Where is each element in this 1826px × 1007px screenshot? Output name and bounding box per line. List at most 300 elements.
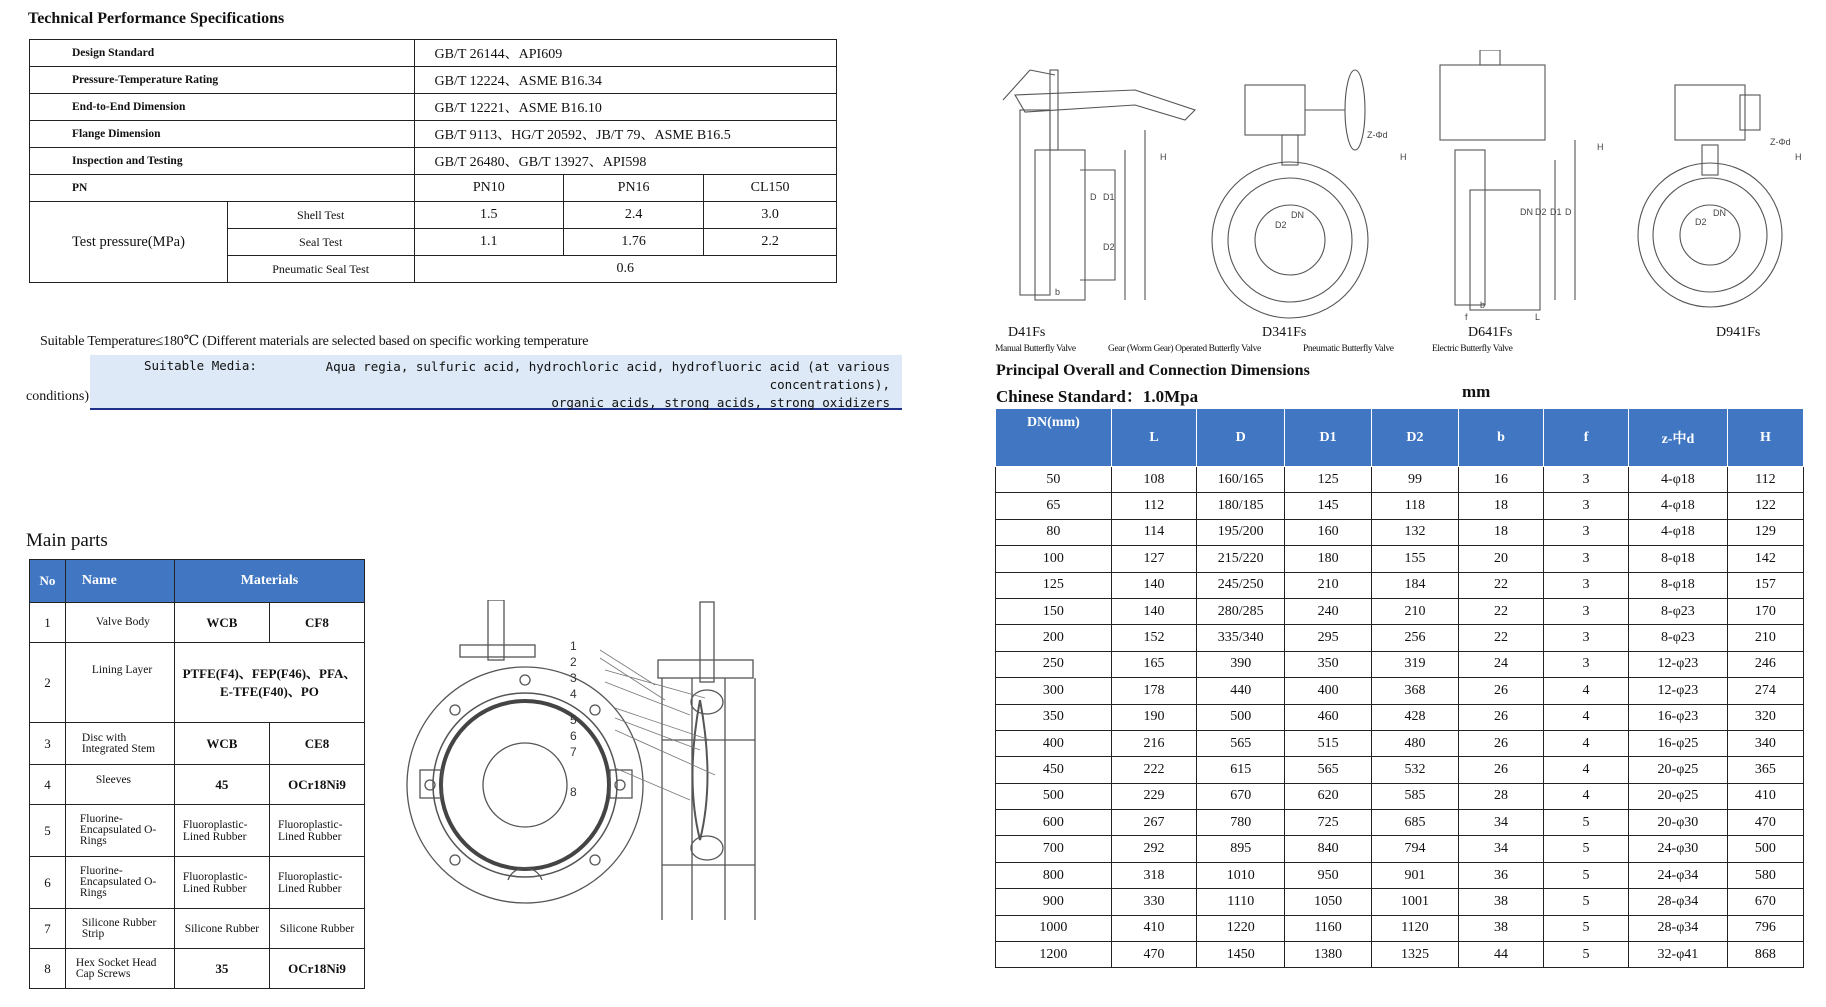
pn-value: CL150 [704, 175, 837, 202]
spec-row [30, 148, 837, 175]
spec-row [30, 94, 837, 121]
table-cell: 127 [1111, 546, 1197, 572]
dimensions-body [996, 467, 1804, 968]
spec-value: GB/T 12221、ASME B16.10 [414, 94, 837, 121]
part-name: Sleeves [65, 765, 174, 805]
table-cell: 794 [1372, 836, 1459, 862]
dim-label-D1: D1 [1550, 207, 1562, 217]
part-material-2: Fluoroplastic-Lined Rubber [269, 805, 364, 857]
parts-header-row [30, 560, 365, 603]
table-cell: 170 [1727, 598, 1803, 624]
table-cell: 112 [1727, 467, 1803, 493]
part-name: Disc with Integrated Stem [65, 723, 174, 765]
parts-row [30, 603, 365, 643]
table-cell: 3 [1544, 598, 1629, 624]
parts-row [30, 949, 365, 989]
table-cell: 1110 [1197, 889, 1285, 915]
table-cell: 190 [1111, 704, 1197, 730]
valve-code-d341fs: D341Fs [1262, 325, 1307, 340]
table-cell: 229 [1111, 783, 1197, 809]
table-cell: 620 [1285, 783, 1372, 809]
valve-manual-figure [1003, 70, 1195, 300]
table-cell: 145 [1285, 493, 1372, 519]
table-cell: 125 [996, 572, 1112, 598]
table-cell: 200 [996, 625, 1112, 651]
table-cell: 20-φ30 [1628, 810, 1727, 836]
shell-test-label: Shell Test [227, 202, 414, 229]
valve-code-d41fs: D41Fs [1008, 325, 1046, 340]
table-cell: 460 [1285, 704, 1372, 730]
spec-label: Pressure-Temperature Rating [30, 67, 415, 94]
parts-table [29, 559, 365, 989]
test-pressure-label: Test pressure(MPa) [30, 202, 228, 283]
table-cell: 4 [1544, 730, 1629, 756]
shell-value: 2.4 [564, 202, 704, 229]
media-box [90, 355, 902, 410]
callout-2: 2 [570, 655, 577, 669]
spec-row [30, 121, 837, 148]
table-cell: 140 [1111, 572, 1197, 598]
table-cell: 4 [1544, 757, 1629, 783]
table-row [996, 783, 1804, 809]
seal-value: 1.76 [564, 229, 704, 256]
parts-row [30, 909, 365, 949]
part-name: Hex Socket Head Cap Screws [65, 949, 174, 989]
dimensions-header-row [996, 409, 1804, 467]
callout-4: 4 [570, 687, 577, 701]
table-cell: 8-φ23 [1628, 598, 1727, 624]
table-cell: 28-φ34 [1628, 915, 1727, 941]
table-row [996, 942, 1804, 968]
bolt-hole [590, 855, 600, 865]
front-stem [488, 600, 504, 660]
table-row [996, 862, 1804, 888]
table-cell: 1000 [996, 915, 1112, 941]
table-cell: 5 [1544, 942, 1629, 968]
side-disc [693, 700, 708, 840]
table-cell: 80 [996, 519, 1112, 545]
table-cell: 1450 [1197, 942, 1285, 968]
table-cell: 1325 [1372, 942, 1459, 968]
table-cell: 428 [1372, 704, 1459, 730]
part-material: PTFE(F4)、FEP(F46)、PFA、E-TFE(F40)、PO [174, 643, 364, 723]
table-cell: 319 [1372, 651, 1459, 677]
dim-label-zphid: Z-Φd [1367, 130, 1388, 140]
part-material-1: WCB [174, 603, 269, 643]
valve-code-d941fs: D941Fs [1716, 325, 1761, 340]
part-name: Valve Body [65, 603, 174, 643]
table-cell: 222 [1111, 757, 1197, 783]
table-cell: 470 [1111, 942, 1197, 968]
spec-row [30, 40, 837, 67]
table-cell: 150 [996, 598, 1112, 624]
table-cell: 34 [1458, 810, 1543, 836]
part-material-1: Fluoroplastic-Lined Rubber [174, 857, 269, 909]
table-cell: 1160 [1285, 915, 1372, 941]
table-cell: 410 [1111, 915, 1197, 941]
table-cell: 20-φ25 [1628, 757, 1727, 783]
spec-row [30, 67, 837, 94]
part-no: 2 [30, 643, 66, 723]
table-cell: 26 [1458, 704, 1543, 730]
seal-value: 1.1 [414, 229, 564, 256]
table-cell: 140 [1111, 598, 1197, 624]
table-cell: 725 [1285, 810, 1372, 836]
table-cell: 300 [996, 678, 1112, 704]
table-cell: 34 [1458, 836, 1543, 862]
table-cell: 365 [1727, 757, 1803, 783]
dim-label-D2: D2 [1275, 220, 1287, 230]
spec-label: Design Standard [30, 40, 415, 67]
table-cell: 16-φ25 [1628, 730, 1727, 756]
table-cell: 26 [1458, 757, 1543, 783]
table-cell: 28 [1458, 783, 1543, 809]
table-cell: 840 [1285, 836, 1372, 862]
table-cell: 129 [1727, 519, 1803, 545]
table-cell: 32-φ41 [1628, 942, 1727, 968]
standard-label: Chinese Standard：1.0Mpa [996, 387, 1199, 406]
part-material-2: CE8 [269, 723, 364, 765]
table-cell: 210 [1727, 625, 1803, 651]
table-cell: 4 [1544, 678, 1629, 704]
table-cell: 22 [1458, 598, 1543, 624]
table-row [996, 625, 1804, 651]
dim-label-D: D [1565, 207, 1572, 217]
table-cell: 16 [1458, 467, 1543, 493]
valve-code-d641fs: D641Fs [1468, 325, 1513, 340]
table-cell: 26 [1458, 678, 1543, 704]
table-cell: 5 [1544, 862, 1629, 888]
table-cell: 157 [1727, 572, 1803, 598]
part-material-1: 45 [174, 765, 269, 805]
table-cell: 1200 [996, 942, 1112, 968]
table-cell: 900 [996, 889, 1112, 915]
table-row [996, 546, 1804, 572]
table-cell: 565 [1197, 730, 1285, 756]
table-cell: 12-φ23 [1628, 651, 1727, 677]
callout-5: 5 [570, 713, 577, 727]
valve-electric-figure [1638, 85, 1782, 307]
pneumatic-test-label: Pneumatic Seal Test [227, 256, 414, 283]
table-cell: 1380 [1285, 942, 1372, 968]
dim-label-f: f [1465, 312, 1468, 322]
table-cell: 36 [1458, 862, 1543, 888]
table-cell: 515 [1285, 730, 1372, 756]
table-cell: 20 [1458, 546, 1543, 572]
table-row [996, 704, 1804, 730]
table-cell: 318 [1111, 862, 1197, 888]
header-no: No [30, 560, 66, 603]
table-cell: 4 [1544, 783, 1629, 809]
table-cell: 246 [1727, 651, 1803, 677]
dim-label-b: b [1480, 300, 1486, 310]
part-name: Fluorine-Encapsulated O-Rings [65, 805, 174, 857]
table-cell: 4-φ18 [1628, 519, 1727, 545]
part-no: 4 [30, 765, 66, 805]
table-cell: 400 [996, 730, 1112, 756]
part-material-2: Fluoroplastic-Lined Rubber [269, 857, 364, 909]
table-cell: 22 [1458, 625, 1543, 651]
table-cell: 132 [1372, 519, 1459, 545]
table-cell: 292 [1111, 836, 1197, 862]
table-cell: 160 [1285, 519, 1372, 545]
table-cell: 114 [1111, 519, 1197, 545]
unit-label: mm [1462, 382, 1491, 401]
header-l: L [1111, 409, 1197, 467]
table-cell: 18 [1458, 493, 1543, 519]
dim-label-D2: D2 [1103, 242, 1115, 252]
header-h: H [1727, 409, 1803, 467]
front-lining [433, 693, 617, 877]
part-material-1: Fluoroplastic-Lined Rubber [174, 805, 269, 857]
table-cell: 274 [1727, 678, 1803, 704]
table-cell: 8-φ18 [1628, 546, 1727, 572]
callout-3: 3 [570, 671, 577, 685]
header-d: D [1197, 409, 1285, 467]
table-cell: 180 [1285, 546, 1372, 572]
table-cell: 165 [1111, 651, 1197, 677]
temperature-cont: conditions) [26, 389, 89, 404]
part-name: Silicone Rubber Strip [65, 909, 174, 949]
part-no: 6 [30, 857, 66, 909]
table-cell: 22 [1458, 572, 1543, 598]
table-cell: 5 [1544, 889, 1629, 915]
table-cell: 700 [996, 836, 1112, 862]
table-cell: 565 [1285, 757, 1372, 783]
table-cell: 65 [996, 493, 1112, 519]
media-line-1: Aqua regia, sulfuric acid, hydrochloric acid, hydrofluoric acid (at various concentrations), [325, 359, 890, 392]
table-cell: 4-φ18 [1628, 467, 1727, 493]
spec-label: Flange Dimension [30, 121, 415, 148]
shell-value: 1.5 [414, 202, 564, 229]
table-cell: 295 [1285, 625, 1372, 651]
part-material-1: WCB [174, 723, 269, 765]
table-cell: 585 [1372, 783, 1459, 809]
table-cell: 245/250 [1197, 572, 1285, 598]
table-cell: 368 [1372, 678, 1459, 704]
header-d1: D1 [1285, 409, 1372, 467]
dim-label-D2: D2 [1535, 207, 1547, 217]
valve-desc-manual: Manual Butterfly Valve [995, 344, 1076, 354]
header-name: Name [65, 560, 174, 603]
table-cell: 4-φ18 [1628, 493, 1727, 519]
media-text [250, 358, 890, 412]
bolt-hole [450, 855, 460, 865]
spec-label: End-to-End Dimension [30, 94, 415, 121]
table-cell: 330 [1111, 889, 1197, 915]
table-cell: 685 [1372, 810, 1459, 836]
part-material-2: OCr18Ni9 [269, 765, 364, 805]
table-cell: 24-φ30 [1628, 836, 1727, 862]
part-no: 7 [30, 909, 66, 949]
table-cell: 100 [996, 546, 1112, 572]
table-cell: 500 [996, 783, 1112, 809]
part-material-1: 35 [174, 949, 269, 989]
part-no: 5 [30, 805, 66, 857]
header-f: f [1544, 409, 1629, 467]
table-row [996, 467, 1804, 493]
dim-label-H: H [1597, 142, 1604, 152]
callout-8: 8 [570, 785, 577, 799]
table-cell: 155 [1372, 546, 1459, 572]
table-cell: 901 [1372, 862, 1459, 888]
spec-value: GB/T 9113、HG/T 20592、JB/T 79、ASME B16.5 [414, 121, 837, 148]
spec-value: GB/T 26144、API609 [414, 40, 837, 67]
table-cell: 500 [1727, 836, 1803, 862]
table-cell: 5 [1544, 915, 1629, 941]
spec-row-pn [30, 175, 837, 202]
side-flange-faces [662, 740, 755, 865]
table-cell: 240 [1285, 598, 1372, 624]
front-lug-left [420, 770, 442, 798]
table-cell: 18 [1458, 519, 1543, 545]
table-cell: 950 [1285, 862, 1372, 888]
table-cell: 780 [1197, 810, 1285, 836]
table-cell: 670 [1197, 783, 1285, 809]
table-cell: 122 [1727, 493, 1803, 519]
media-line-2: organic acids, strong acids, strong oxidizers [551, 395, 890, 410]
dim-label-L: L [1535, 312, 1541, 322]
table-cell: 600 [996, 810, 1112, 836]
table-cell: 450 [996, 757, 1112, 783]
dimensions-table [995, 408, 1804, 968]
header-zphid: z-中d [1628, 409, 1727, 467]
dim-label-D: D [1090, 192, 1097, 202]
bolt-hole [520, 675, 530, 685]
spec-label: Inspection and Testing [30, 148, 415, 175]
table-row [996, 889, 1804, 915]
table-cell: 3 [1544, 625, 1629, 651]
dim-label-zphid: Z-Φd [1770, 137, 1791, 147]
table-cell: 118 [1372, 493, 1459, 519]
table-cell: 335/340 [1197, 625, 1285, 651]
parts-row [30, 857, 365, 909]
table-cell: 615 [1197, 757, 1285, 783]
table-cell: 8-φ23 [1628, 625, 1727, 651]
side-stem [700, 602, 714, 682]
bolt-hole [590, 705, 600, 715]
table-cell: 210 [1285, 572, 1372, 598]
table-cell: 470 [1727, 810, 1803, 836]
media-label: Suitable Media: [144, 358, 257, 373]
valve-desc-electric: Electric Butterfly Valve [1432, 344, 1513, 354]
parts-row [30, 805, 365, 857]
part-no: 8 [30, 949, 66, 989]
spec-table [29, 39, 837, 283]
table-cell: 4 [1544, 704, 1629, 730]
dim-label-H: H [1400, 152, 1407, 162]
table-cell: 24-φ34 [1628, 862, 1727, 888]
table-cell: 1001 [1372, 889, 1459, 915]
table-cell: 1010 [1197, 862, 1285, 888]
table-cell: 3 [1544, 493, 1629, 519]
table-row [996, 757, 1804, 783]
front-lining-inner [441, 701, 609, 869]
table-cell: 160/165 [1197, 467, 1285, 493]
dim-label-D2: D2 [1695, 217, 1707, 227]
table-row [996, 572, 1804, 598]
table-cell: 38 [1458, 889, 1543, 915]
table-cell: 3 [1544, 519, 1629, 545]
header-materials: Materials [174, 560, 364, 603]
dim-label-DN: DN [1291, 210, 1304, 220]
table-cell: 670 [1727, 889, 1803, 915]
table-cell: 3 [1544, 467, 1629, 493]
table-cell: 400 [1285, 678, 1372, 704]
table-cell: 178 [1111, 678, 1197, 704]
part-no: 3 [30, 723, 66, 765]
dim-label-H: H [1160, 152, 1167, 162]
table-cell: 184 [1372, 572, 1459, 598]
side-top-flange [658, 660, 753, 678]
part-material-2: Silicone Rubber [269, 909, 364, 949]
table-cell: 256 [1372, 625, 1459, 651]
table-cell: 320 [1727, 704, 1803, 730]
bolt-hole [450, 705, 460, 715]
side-disc-top-hub [691, 690, 723, 714]
side-disc-bottom-hub [691, 836, 723, 860]
seal-value: 2.2 [704, 229, 837, 256]
pn-value: PN10 [414, 175, 564, 202]
header-dn: DN(mm) [996, 409, 1112, 467]
seal-test-label: Seal Test [227, 229, 414, 256]
dim-label-DN: DN [1520, 207, 1533, 217]
pneumatic-value: 0.6 [414, 256, 837, 283]
table-cell: 195/200 [1197, 519, 1285, 545]
callout-7: 7 [570, 745, 577, 759]
table-row [996, 598, 1804, 624]
valve-types-drawing [995, 50, 1815, 330]
table-cell: 796 [1727, 915, 1803, 941]
dim-label-D1: D1 [1103, 192, 1115, 202]
table-cell: 5 [1544, 836, 1629, 862]
table-cell: 3 [1544, 572, 1629, 598]
table-cell: 267 [1111, 810, 1197, 836]
table-cell: 99 [1372, 467, 1459, 493]
table-cell: 480 [1372, 730, 1459, 756]
spec-value: GB/T 26480、GB/T 13927、API598 [414, 148, 837, 175]
table-cell: 868 [1727, 942, 1803, 968]
valve-gear-figure [1212, 70, 1368, 318]
table-cell: 215/220 [1197, 546, 1285, 572]
parts-row [30, 723, 365, 765]
table-cell: 1120 [1372, 915, 1459, 941]
table-cell: 8-φ18 [1628, 572, 1727, 598]
table-cell: 112 [1111, 493, 1197, 519]
part-material-1: Silicone Rubber [174, 909, 269, 949]
table-cell: 532 [1372, 757, 1459, 783]
table-cell: 3 [1544, 651, 1629, 677]
table-cell: 108 [1111, 467, 1197, 493]
valve-pneumatic-figure [1440, 50, 1575, 310]
table-cell: 340 [1727, 730, 1803, 756]
table-cell: 440 [1197, 678, 1285, 704]
part-material-2: OCr18Ni9 [269, 949, 364, 989]
shell-value: 3.0 [704, 202, 837, 229]
table-cell: 125 [1285, 467, 1372, 493]
table-cell: 390 [1197, 651, 1285, 677]
spec-row-shell [30, 202, 837, 229]
table-cell: 24 [1458, 651, 1543, 677]
valve-desc-gear: Gear (Worm Gear) Operated Butterfly Valve [1108, 344, 1261, 354]
table-cell: 350 [1285, 651, 1372, 677]
table-cell: 250 [996, 651, 1112, 677]
table-cell: 1050 [1285, 889, 1372, 915]
table-cell: 3 [1544, 546, 1629, 572]
table-row [996, 915, 1804, 941]
dim-label-b: b [1055, 287, 1061, 297]
table-cell: 216 [1111, 730, 1197, 756]
